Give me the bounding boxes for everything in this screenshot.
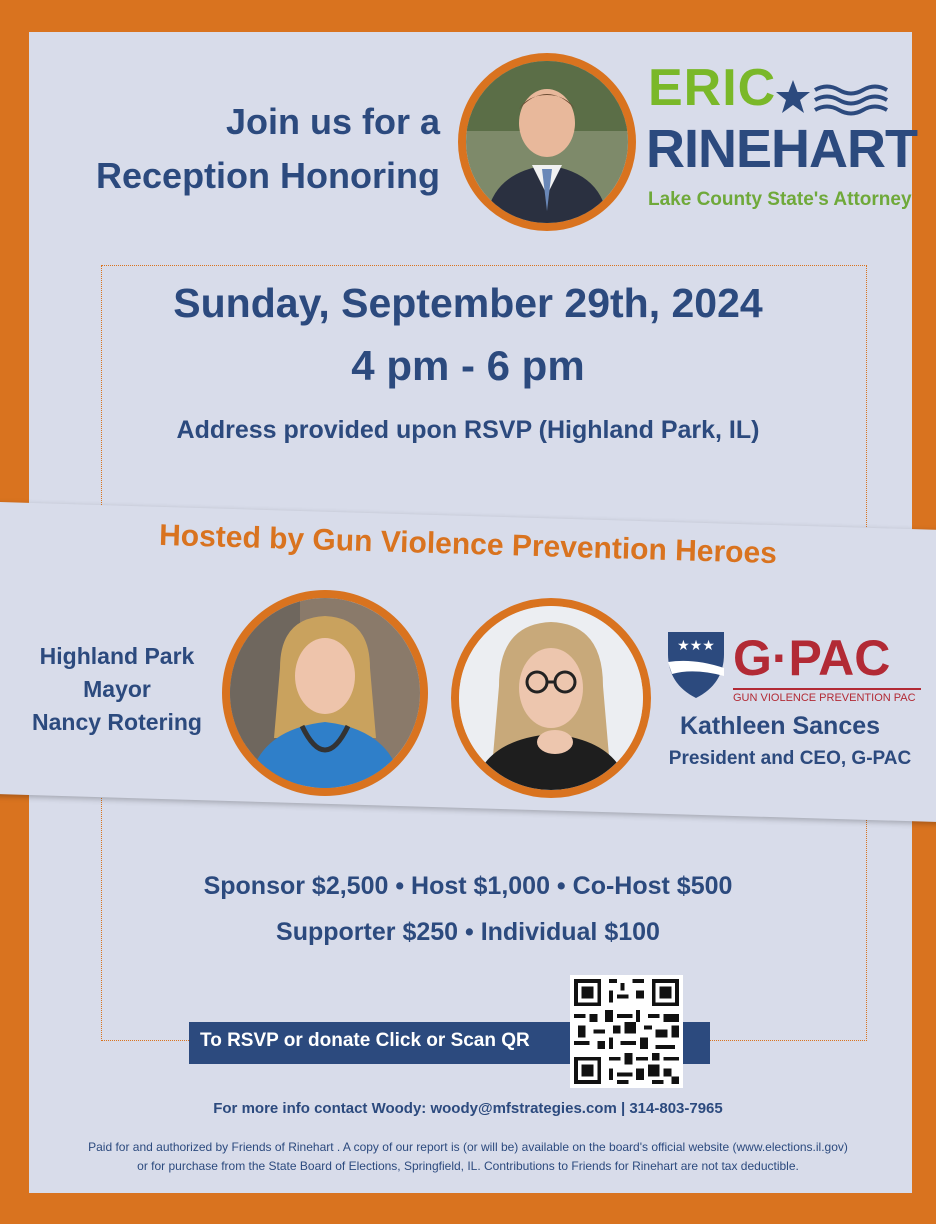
nancy-rotering-photo <box>222 590 428 796</box>
disclaimer-line2: or for purchase from the State Board of Elections, Springfield, IL. Contributions to Friends for Rinehart are not tax deductible. <box>137 1159 799 1173</box>
host1-line1: Highland Park <box>39 643 195 669</box>
event-date: Sunday, September 29th, 2024 <box>173 280 763 326</box>
sponsor-levels-line1: Sponsor $2,500 • Host $1,000 • Co-Host $500 <box>203 872 733 900</box>
rsvp-button-label[interactable]: To RSVP or donate Click or Scan QR <box>200 1030 530 1051</box>
qr-code-icon <box>570 975 683 1088</box>
gpac-logo-text: G·PAC <box>733 630 891 686</box>
event-address: Address provided upon RSVP (Highland Park, IL) <box>176 416 760 444</box>
kathleen-sances-photo <box>451 598 651 798</box>
event-time: 4 pm - 6 pm <box>351 342 585 389</box>
logo-star-flag-icon <box>775 76 893 122</box>
gpac-shield-icon <box>664 628 728 700</box>
headline-line1: Join us for a <box>225 101 440 142</box>
host1-line3: Nancy Rotering <box>32 709 202 735</box>
host2-title: President and CEO, G-PAC <box>668 748 912 769</box>
disclaimer <box>40 1138 896 1176</box>
hosted-by-heading: Hosted by Gun Violence Prevention Heroes <box>158 518 778 571</box>
gpac-divider <box>733 688 921 690</box>
sponsor-levels-line2: Supporter $250 • Individual $100 <box>276 918 660 946</box>
disclaimer-line1: Paid for and authorized by Friends of Rinehart . A copy of our report is (or will be) available on the board's official website (www.elections.il.gov) <box>88 1140 848 1154</box>
host2-name: Kathleen Sances <box>679 712 881 740</box>
logo-office: Lake County State's Attorney <box>648 189 912 210</box>
portrait-woman-icon <box>230 598 420 788</box>
host1-caption <box>22 640 212 739</box>
eric-rinehart-photo <box>458 53 636 231</box>
logo-last-name: RINEHART <box>646 119 917 179</box>
portrait-man-icon <box>466 61 628 223</box>
logo-first-name: ERIC <box>648 59 777 117</box>
gpac-tagline: GUN VIOLENCE PREVENTION PAC <box>733 692 916 704</box>
svg-text:★★★: ★★★ <box>677 638 715 654</box>
host1-line2: Mayor <box>83 676 151 702</box>
portrait-woman-glasses-icon <box>459 606 643 790</box>
contact-info: For more info contact Woody: woody@mfstrategies.com | 314-803-7965 <box>213 1100 723 1117</box>
rsvp-qr-code[interactable] <box>570 975 683 1088</box>
headline <box>30 95 440 203</box>
headline-line2: Reception Honoring <box>96 155 440 196</box>
